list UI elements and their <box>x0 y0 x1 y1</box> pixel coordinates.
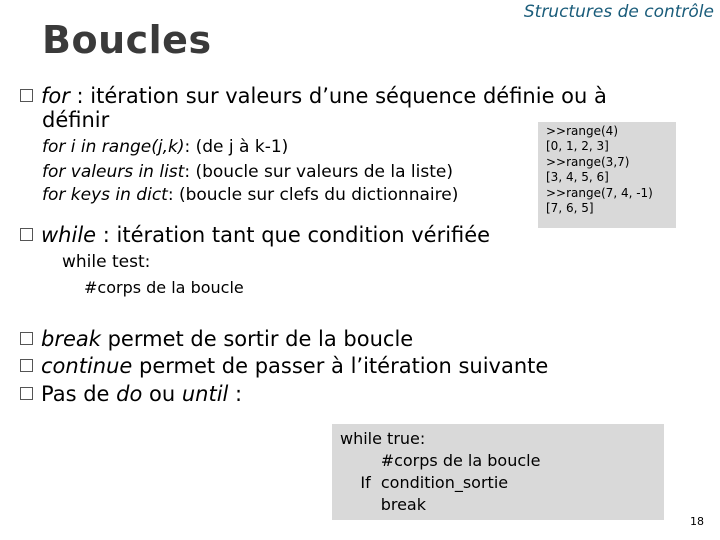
break-description: permet de sortir de la boucle <box>100 327 414 351</box>
code-line: while true: <box>340 429 426 448</box>
ou-text: ou <box>142 382 182 406</box>
bullet-while <box>20 223 490 247</box>
for-range-text: : (de j à k-1) <box>184 137 289 157</box>
slide-subtitle: Structures de contrôle <box>523 2 714 22</box>
square-bullet-icon <box>20 89 33 102</box>
keyword-while: while <box>41 223 97 247</box>
while-description: : itération tant que condition vérifiée <box>96 223 491 247</box>
keyword-do: do <box>116 382 143 406</box>
keyword-until: until <box>181 382 229 406</box>
for-sub-dict <box>42 185 458 205</box>
bullet-break <box>20 327 413 351</box>
code-line: >>range(4) <box>546 124 618 138</box>
continue-description: permet de passer à l’itération suivante <box>132 354 549 378</box>
for-range-keyword: for i in range(j,k) <box>42 137 185 157</box>
pas-de-text: Pas de <box>41 382 117 406</box>
code-line: #corps de la boucle <box>340 451 541 470</box>
for-sub-range <box>42 137 288 157</box>
code-line: >>range(3,7) <box>546 154 630 169</box>
square-bullet-icon <box>20 332 33 345</box>
keyword-break: break <box>41 327 101 351</box>
for-description-continued: définir <box>42 108 110 132</box>
slide-title: Boucles <box>42 18 212 62</box>
code-line: >>range(7, 4, -1) <box>546 185 653 200</box>
for-list-keyword: for valeurs in list <box>42 162 185 182</box>
for-dict-text: : (boucle sur clefs du dictionnaire) <box>167 185 459 205</box>
keyword-for: for <box>41 84 70 108</box>
page-number: 18 <box>690 515 704 528</box>
code-line: If condition_sortie <box>340 473 509 492</box>
square-bullet-icon <box>20 359 33 372</box>
code-line: break <box>340 495 426 514</box>
bullet-continue <box>20 354 548 378</box>
for-sub-list <box>42 162 453 182</box>
bullet-for <box>20 84 607 108</box>
keyword-continue: continue <box>41 354 133 378</box>
colon-text: : <box>228 382 243 406</box>
while-sub-body <box>84 278 244 297</box>
code-line: [3, 4, 5, 6] <box>546 170 609 185</box>
for-list-text: : (boucle sur valeurs de la liste) <box>184 162 453 182</box>
for-description: : itération sur valeurs d’une séquence définie ou à <box>69 84 607 108</box>
bullet-no-do-until <box>20 382 242 406</box>
while-test-text: while test: <box>62 252 151 272</box>
while-body-text: #corps de la boucle <box>84 278 244 297</box>
code-line: [0, 1, 2, 3] <box>546 139 609 154</box>
range-code-box <box>538 122 676 228</box>
while-sub-test <box>62 252 150 272</box>
for-dict-keyword: for keys in dict <box>42 185 168 205</box>
square-bullet-icon <box>20 228 33 241</box>
square-bullet-icon <box>20 387 33 400</box>
code-line: [7, 6, 5] <box>546 201 594 216</box>
while-code-box <box>332 424 664 520</box>
